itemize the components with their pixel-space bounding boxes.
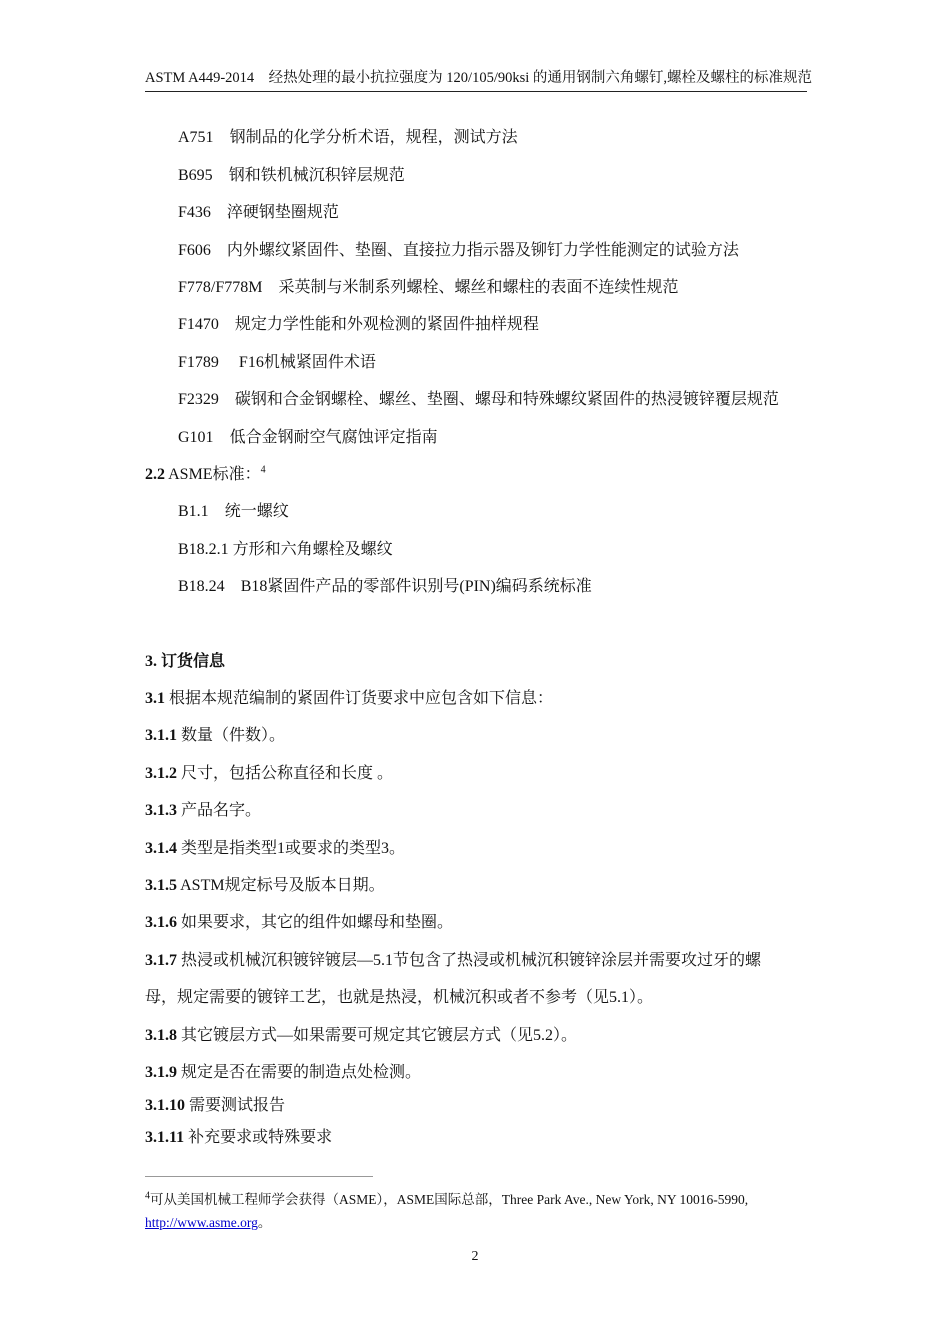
clause-number: 3.1 [145, 690, 165, 707]
clause [145, 1124, 332, 1147]
footnote-marker: 4 [260, 464, 266, 476]
list-item [178, 311, 539, 334]
running-header: ASTM A449-2014 经热处理的最小抗拉强度为 120/105/90ksi 的通用钢制六角螺钉,螺栓及螺柱的标准规范 [145, 66, 807, 92]
clause-number: 3.1.3 [145, 802, 177, 819]
clause-number: 3.1.8 [145, 1027, 177, 1044]
clause [145, 872, 385, 895]
clause-number: 3.1.4 [145, 840, 177, 857]
clause-text: 其它镀层方式—如果需要可规定其它镀层方式（见5.2）。 [181, 1027, 578, 1044]
standard-title: 钢和铁机械沉积锌层规范 [228, 167, 405, 184]
clause [145, 797, 261, 820]
clause-text: 根据本规范编制的紧固件订货要求中应包含如下信息： [169, 690, 554, 707]
list-item [178, 536, 393, 559]
list-item [178, 349, 376, 372]
clause-number: 3.1.6 [145, 914, 177, 931]
list-item [178, 124, 518, 147]
clause-text: 需要测试报告 [189, 1097, 286, 1114]
list-item [178, 237, 739, 260]
standard-title: 方形和六角螺栓及螺纹 [232, 541, 393, 558]
clause-number: 3.1.7 [145, 952, 177, 969]
list-item [178, 199, 339, 222]
standard-code: G101 [178, 429, 214, 446]
clause-number: 3.1.5 [145, 877, 177, 894]
clause-number: 3.1.2 [145, 765, 177, 782]
clause-text: ASTM规定标号及版本日期。 [180, 877, 385, 894]
clause-text: 规定是否在需要的制造点处检测。 [181, 1064, 422, 1081]
list-item [178, 424, 438, 447]
standard-title: 钢制品的化学分析术语，规程，测试方法 [229, 129, 518, 146]
clause [145, 909, 453, 932]
standard-code: F2329 [178, 391, 219, 408]
clause [145, 835, 405, 858]
standard-title: 淬硬钢垫圈规范 [226, 204, 339, 221]
clause [145, 947, 761, 970]
standard-code: F436 [178, 204, 211, 221]
standard-title: 碳钢和合金钢螺栓、螺丝、垫圈、螺母和特殊螺纹紧固件的热浸镀锌覆层规范 [234, 391, 779, 408]
footnote-tail: 。 [257, 1215, 272, 1230]
clause [145, 760, 393, 783]
standard-code: B695 [178, 167, 213, 184]
footnote-line-2 [145, 1211, 271, 1231]
standard-title: 统一螺纹 [224, 503, 289, 520]
clause [145, 1022, 577, 1045]
asme-website-link[interactable]: http://www.asme.org [145, 1215, 258, 1230]
standard-title: F16机械紧固件术语 [238, 354, 376, 371]
clause [145, 722, 285, 745]
clause-text: 如果要求，其它的组件如螺母和垫圈。 [181, 914, 454, 931]
list-item [178, 498, 289, 521]
standard-title: B18紧固件产品的零部件识别号(PIN)编码系统标准 [240, 578, 592, 595]
clause [145, 1092, 285, 1115]
footnote-separator [145, 1176, 373, 1177]
standard-title: 采英制与米制系列螺栓、螺丝和螺柱的表面不连续性规范 [278, 279, 679, 296]
clause-text: 产品名字。 [181, 802, 262, 819]
standard-code: F1789 [178, 354, 219, 371]
section-heading-ordering: 3. 订货信息 [145, 653, 226, 670]
standard-title: 低合金钢耐空气腐蚀评定指南 [229, 429, 438, 446]
page-number: 2 [471, 1249, 479, 1264]
clause-text: 补充要求或特殊要求 [188, 1129, 333, 1146]
list-item [178, 573, 592, 596]
standard-code: B18.24 [178, 578, 225, 595]
standard-code: F1470 [178, 316, 219, 333]
standard-title: 内外螺纹紧固件、垫圈、直接拉力指示器及铆钉力学性能测定的试验方法 [226, 242, 739, 259]
footnote-marker: 4 [145, 1190, 150, 1202]
standard-code: B18.2.1 [178, 541, 229, 558]
list-item [178, 274, 679, 297]
standard-code: B1.1 [178, 503, 209, 520]
standard-title: 规定力学性能和外观检测的紧固件抽样规程 [234, 316, 539, 333]
list-item [178, 162, 405, 185]
footnote [145, 1188, 748, 1208]
clause [145, 685, 553, 708]
clause-number: 3.1.10 [145, 1097, 185, 1114]
section-number: 2.2 [145, 466, 165, 483]
clause-number: 3.1.9 [145, 1064, 177, 1081]
clause-number: 3.1.1 [145, 727, 177, 744]
standard-code: A751 [178, 129, 214, 146]
clause-number: 3.1.11 [145, 1129, 185, 1146]
section-title: ASME标准： [168, 466, 261, 483]
section-heading-asme [145, 461, 266, 484]
footnote-text: 可从美国机械工程师学会获得（ASME），ASME国际总部，Three Park Ave., New York, NY 10016-5990, [150, 1192, 749, 1207]
clause-text: 类型是指类型1或要求的类型3。 [181, 840, 406, 857]
clause-text: 热浸或机械沉积镀锌镀层—5.1节包含了热浸或机械沉积镀锌涂层并需要攻过牙的螺 [181, 952, 762, 969]
standard-code: F606 [178, 242, 211, 259]
list-item [178, 386, 779, 409]
clause-continuation: 母，规定需要的镀锌工艺，也就是热浸，机械沉积或者不参考（见5.1）。 [145, 989, 654, 1006]
clause [145, 1059, 421, 1082]
clause-text: 数量（件数）。 [181, 727, 286, 744]
standard-code: F778/F778M [178, 279, 263, 296]
clause-text: 尺寸，包括公称直径和长度 。 [181, 765, 394, 782]
